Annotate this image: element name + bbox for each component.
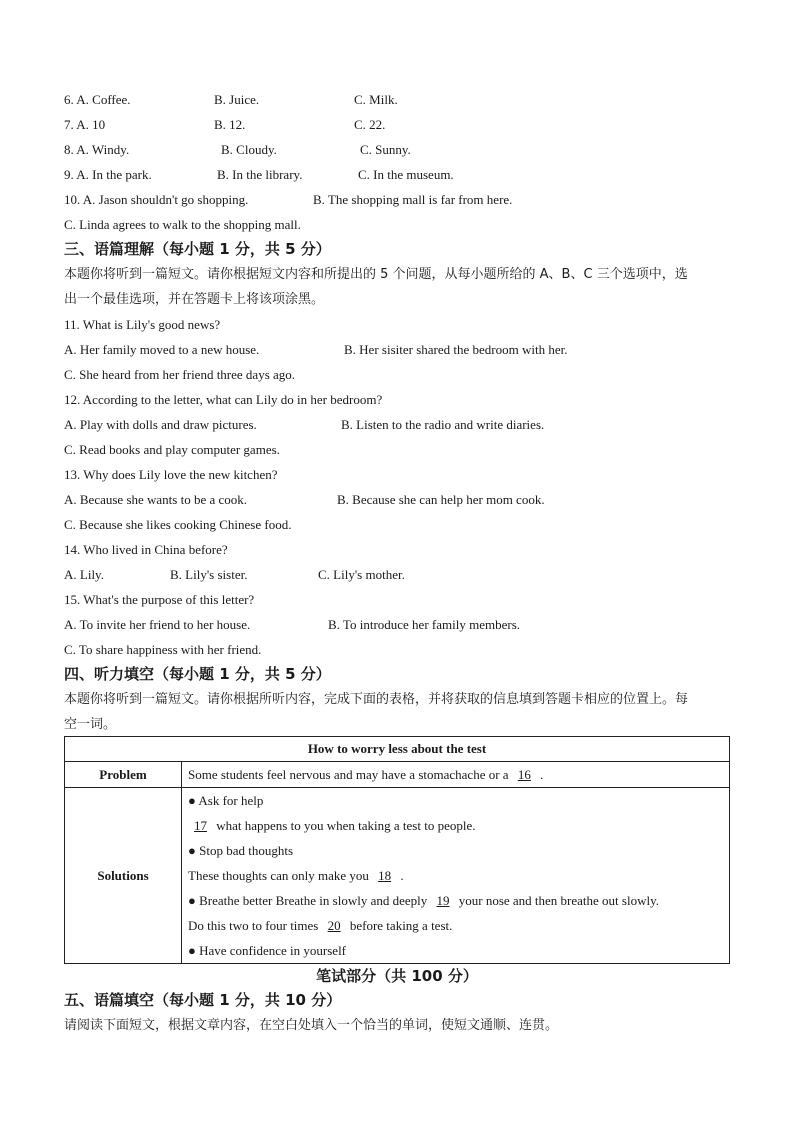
section-3-title: 三、语篇理解（每小题 1 分，共 5 分）: [64, 240, 331, 258]
q14-question: 14. Who lived in China before?: [64, 542, 228, 557]
section-4-instruction-1: 本题你将听到一篇短文。请你根据所听内容，完成下面的表格，并将获取的信息填到答题卡相应的位置上。每: [64, 692, 689, 707]
section-5-title: 五、语篇填空（每小题 1 分，共 10 分）: [64, 991, 342, 1009]
q15-option-b: B. To introduce her family members.: [328, 617, 520, 632]
solution-text-4: These thoughts can only make you: [188, 868, 369, 883]
q8-option-b: B. Cloudy.: [221, 142, 277, 157]
section-5-instruction: 请阅读下面短文，根据文章内容，在空白处填入一个恰当的单词，使短文通顺、连贯。: [64, 1018, 559, 1033]
q11-option-c: C. She heard from her friend three days ago.: [64, 367, 296, 382]
q11-option-a: A. Her family moved to a new house.: [64, 342, 260, 357]
solutions-label: Solutions: [65, 788, 182, 964]
blank-20: 20: [327, 918, 341, 933]
q13-option-c: C. Because she likes cooking Chinese food.: [64, 517, 292, 532]
solution-line-4: These thoughts can only make you 18 .: [188, 863, 723, 888]
q8-option-a: 8. A. Windy.: [64, 142, 130, 157]
q7-option-a: 7. A. 10: [64, 117, 106, 132]
q14-option-b: B. Lily's sister.: [170, 567, 248, 582]
q9-option-c: C. In the museum.: [358, 167, 454, 182]
q9-option-a: 9. A. In the park.: [64, 167, 152, 182]
q9-option-b: B. In the library.: [217, 167, 303, 182]
problem-label: Problem: [65, 762, 182, 788]
blank-16: 16: [517, 766, 531, 782]
q10-option-a: 10. A. Jason shouldn't go shopping.: [64, 192, 249, 207]
q11-option-b: B. Her sisiter shared the bedroom with her.: [344, 342, 568, 357]
q6-option-b: B. Juice.: [214, 92, 260, 107]
q13-option-b: B. Because she can help her mom cook.: [337, 492, 545, 507]
section-3-instruction-1: 本题你将听到一篇短文。请你根据短文内容和所提出的 5 个问题，从每小题所给的 A、B、C 三个选项中，选: [64, 267, 688, 282]
q12-option-a: A. Play with dolls and draw pictures.: [64, 417, 257, 432]
solution-text-6: your nose and then breathe out slowly.: [458, 893, 659, 908]
solution-line-7: ● Have confidence in yourself: [188, 943, 347, 958]
solutions-cell: [182, 788, 730, 964]
solution-line-6: [188, 913, 723, 938]
section-3-instruction-2: 出一个最佳选项，并在答题卡上将该项涂黑。: [64, 292, 325, 307]
q12-option-c: C. Read books and play computer games.: [64, 442, 280, 457]
table-title: How to worry less about the test: [65, 737, 730, 762]
listening-table: [64, 736, 730, 964]
q6-option-c: C. Milk.: [354, 92, 398, 107]
q12-option-b: B. Listen to the radio and write diaries.: [341, 417, 545, 432]
problem-text: Some students feel nervous and may have a stomachache or a: [188, 766, 509, 782]
written-part-title: 笔试部分（共 100 分）: [316, 967, 478, 985]
solution-text-8: before taking a test.: [349, 918, 453, 933]
q12-question: 12. According to the letter, what can Lily do in her bedroom?: [64, 392, 383, 407]
q11-question: 11. What is Lily's good news?: [64, 317, 221, 332]
section-4-instruction-2: 空一词。: [64, 717, 117, 732]
q7-option-c: C. 22.: [354, 117, 386, 132]
section-4-title: 四、听力填空（每小题 1 分，共 5 分）: [64, 665, 331, 683]
solution-line-1: ● Ask for help: [188, 793, 264, 808]
q6-option-a: 6. A. Coffee.: [64, 92, 131, 107]
blank-19: 19: [436, 893, 450, 908]
q10-option-c: C. Linda agrees to walk to the shopping mall.: [64, 217, 301, 232]
q14-option-a: A. Lily.: [64, 567, 104, 582]
q14-option-c: C. Lily's mother.: [318, 567, 405, 582]
solution-line-3: ● Stop bad thoughts: [188, 843, 293, 858]
blank-18: 18: [378, 868, 392, 883]
solution-text-5: ● Breathe better Breathe in slowly and deeply: [188, 893, 428, 908]
solution-line-5: [188, 888, 723, 913]
q13-option-a: A. Because she wants to be a cook.: [64, 492, 248, 507]
solution-line-2: [188, 813, 723, 838]
q15-option-a: A. To invite her friend to her house.: [64, 617, 251, 632]
blank-17: 17: [194, 818, 207, 833]
q10-option-b: B. The shopping mall is far from here.: [313, 192, 513, 207]
q15-question: 15. What's the purpose of this letter?: [64, 592, 255, 607]
q15-option-c: C. To share happiness with her friend.: [64, 642, 262, 657]
solution-text-7: Do this two to four times: [188, 918, 319, 933]
q8-option-c: C. Sunny.: [360, 142, 411, 157]
solution-text-2: what happens to you when taking a test to people.: [216, 818, 476, 833]
problem-cell: Some students feel nervous and may have a stomachache or a 16 .: [182, 762, 730, 788]
q13-question: 13. Why does Lily love the new kitchen?: [64, 467, 278, 482]
q7-option-b: B. 12.: [214, 117, 246, 132]
